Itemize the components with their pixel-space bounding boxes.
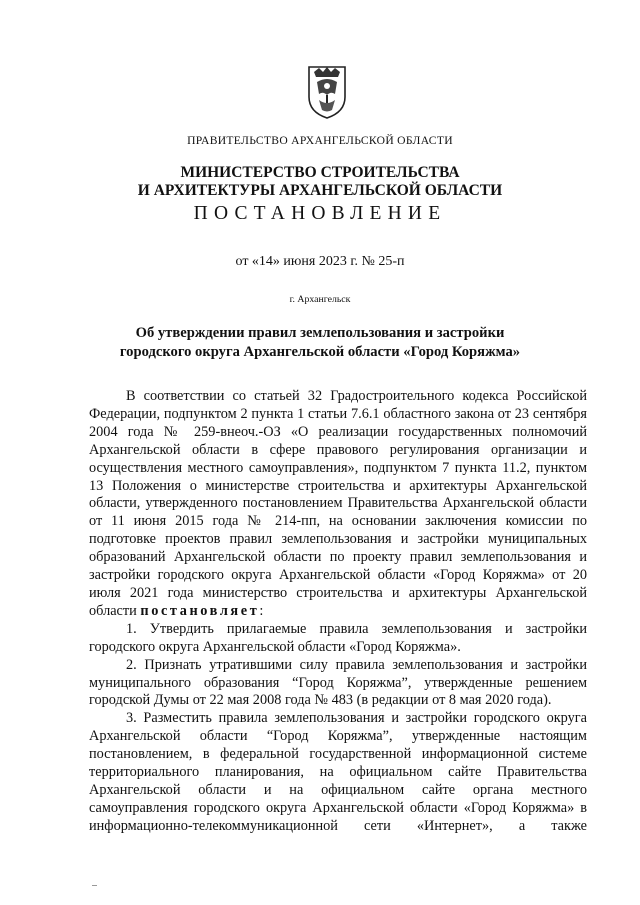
coat-of-arms-emblem [305,64,349,120]
document-title [0,324,640,362]
document-city: г. Архангельск [289,294,351,305]
preamble-text: В соответствии со статьей 32 Градостроительного кодекса Российской Федерации, подпунктом 2 пункта 1 статьи 7.6.1 областного закона от 23 сентября 2004 года № 259-внеоч.-ОЗ «О реализации государственных полномочий Архангельской области в сфере правового регулирования организации и осуществления местного самоуправления», подпунктом 7 пункта 11.2, пунктом 13 Положения о министерстве строительства и архитектуры Архангельской области, утвержденного постановлением Правительства Архангельской области от 11 июня 2015 года № 214-пп, на основании заключения комиссии по подготовке проектов правил землепользования и застройки муниципальных образований Архангельской области по проекту правил землепользования и застройки городского округа Архангельской области «Город Коряжма» от 20 июля 2021 года министерство строительства и архитектуры Архангельской области [89,388,587,619]
preamble-paragraph [89,388,587,621]
document-body [89,388,587,836]
ministry-name [0,164,640,200]
title-line-2: городского округа Архангельской области «Город Коряжма» [119,344,521,360]
item-3-paragraph: 3. Разместить правила землепользования и застройки городского округа Архангельской области “Город Коряжма”, утвержденные настоящим постановлением, в федеральной государственной информационной системе территориального планирования, на официальном сайте Правительства Архангельской области и на официальном сайте органа местного самоуправления городского округа Архангельской области «Город Коряжма» в информационно-телекоммуникационной сети «Интернет», а также [89,710,587,834]
document-date: от «14» июня 2023 г. № 25-п [235,254,405,269]
document-type: ПОСТАНОВЛЕНИЕ [193,203,447,224]
item-1-paragraph: 1. Утвердить прилагаемые правила землепользования и застройки городского округа Архангельской области «Город Коряжма». [89,620,587,655]
scan-mark [92,885,97,886]
item-2-paragraph: 2. Признать утратившими силу правила землепользования и застройки муниципального образования “Город Коряжма”, утвержденные решением городской Думы от 22 мая 2008 года № 483 (в редакции от 8 мая 2020 года). [89,656,587,709]
ministry-line-1: МИНИСТЕРСТВО СТРОИТЕЛЬСТВА [180,164,460,181]
decree-keyword: постановляет [140,602,260,619]
government-name: ПРАВИТЕЛЬСТВО АРХАНГЕЛЬСКОЙ ОБЛАСТИ [187,134,453,147]
decree-keyword-colon: : [259,602,264,619]
ministry-line-2: И АРХИТЕКТУРЫ АРХАНГЕЛЬСКОЙ ОБЛАСТИ [137,182,503,199]
title-line-1: Об утверждении правил землепользования и застройки [135,325,505,341]
